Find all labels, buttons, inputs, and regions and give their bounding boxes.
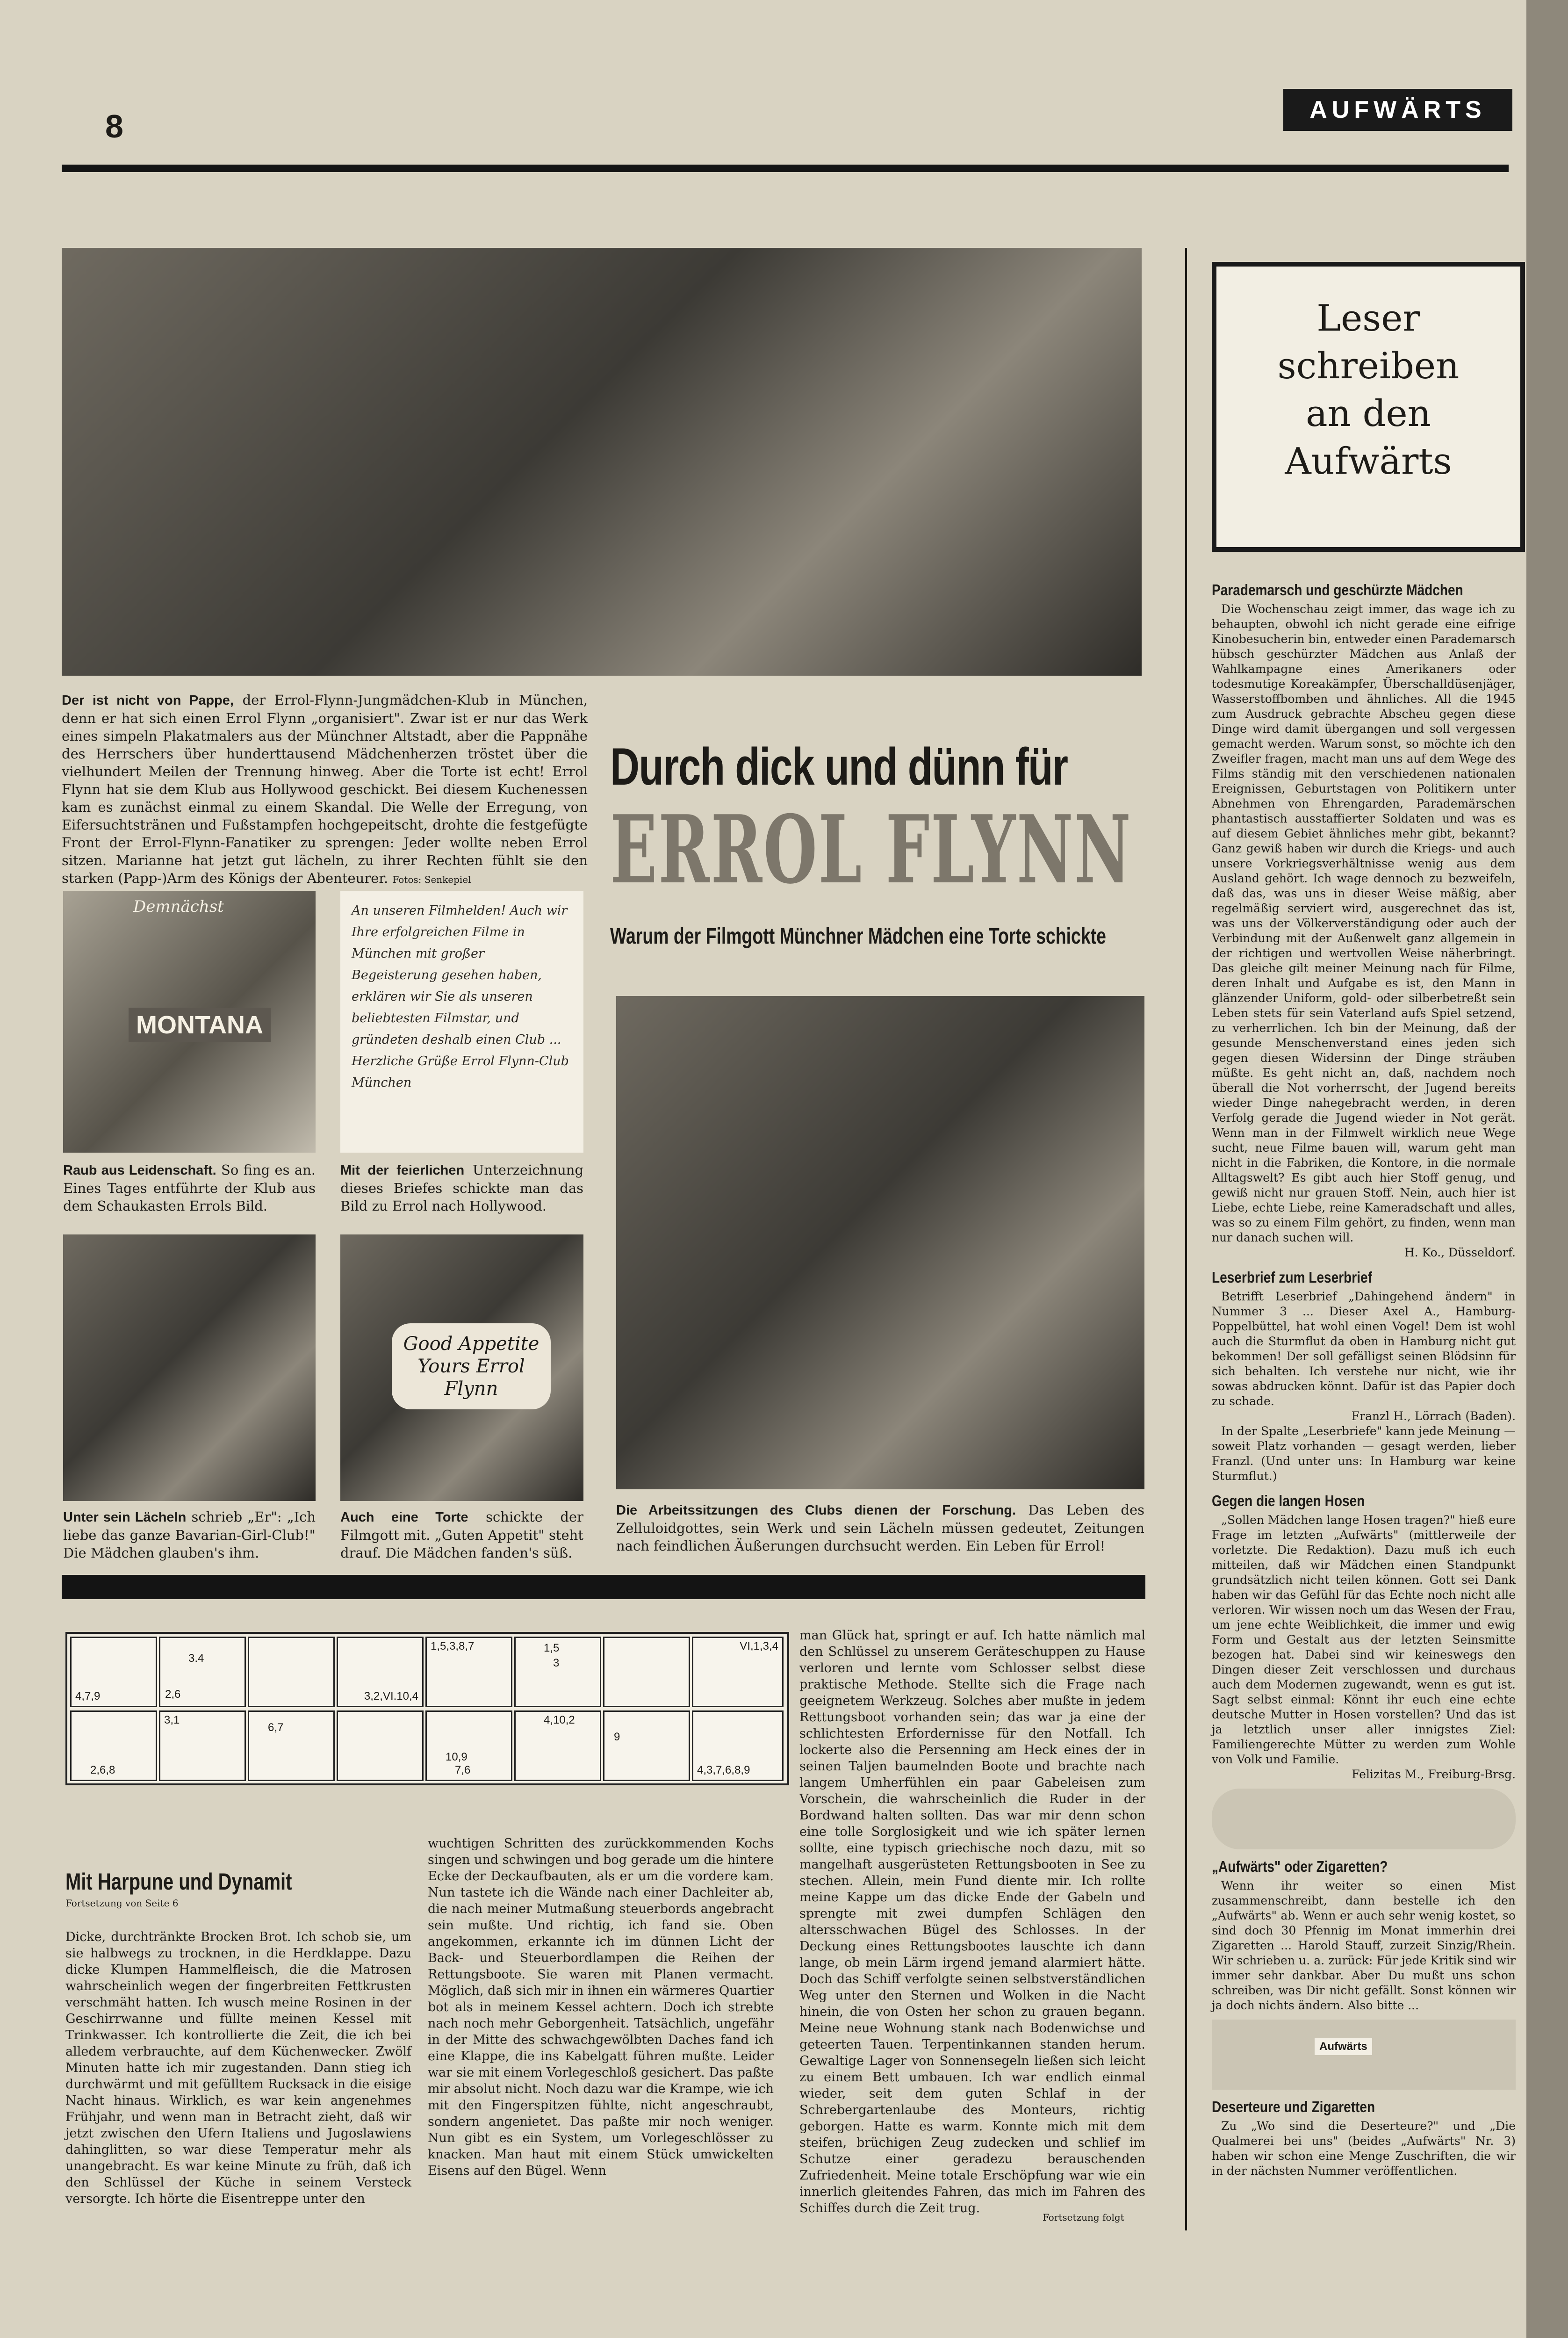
story-column-1: Dicke, durchtränkte Brocken Brot. Ich schob sie, um sie halbwegs zu trocknen, in die Herdklappe. Dazu dicke Klumpen Hammelfleisch, die die Matrosen wahrscheinlich wegen der fingerbreiten Fettkrusten verschmäht hatten. Ich wusch meine Rosinen in der Geschirrwanne und füllte meinen Kessel mit Trinkwasser. Ich kontrollierte die Zeit, die ich bei alledem verbrauchte, auf dem Küchenwecker. Zwölf Minuten hatte ich mir zugestanden. Dann stieg ich durchwärmt und mit gefülltem Rucksack in die eisige Nacht hinaus. Wirklich, es war kein angenehmes Frühjahr, und wenn man in Betracht zieht, daß wir jetzt zwischen den Ufern Italiens und Jugoslawiens dahinglitten, so war diese Temperatur mehr als unangebracht. Es war keine Minute zu früh, daß ich den Schlüssel der Küche in seinem Versteck versorgte. Ich hörte die Eisentreppe unter den <box>65 1930 411 2206</box>
comic-numbers: 3.4 <box>188 1652 204 1665</box>
column-rule <box>1185 248 1187 2230</box>
letter-heading: Deserteure und Zigaretten <box>1212 2098 1375 2115</box>
comic-numbers: 9 <box>614 1731 620 1743</box>
letter-text: Zu „Wo sind die Deserteure?" und „Die Qualmerei bei uns" (beides „Aufwärts" Nr. 3) haben wir schon eine Menge Zuschriften, die wir in der nächsten Nummer veröffentlichen. <box>1212 2119 1516 2178</box>
club-session-photo <box>616 996 1144 1489</box>
letter-signature: Felizitas M., Freiburg-Brsg. <box>1352 1768 1516 1781</box>
page-number: 8 <box>105 108 123 144</box>
newspaper-label: Aufwärts <box>1315 2038 1372 2055</box>
poster-demnaechst: Demnächst <box>133 897 224 916</box>
comic-panel <box>514 1637 601 1707</box>
comic-panel <box>337 1710 424 1781</box>
cake-photo <box>340 1234 583 1501</box>
top-rule <box>62 165 1509 172</box>
letters-title <box>1216 295 1520 485</box>
story-title: Mit Harpune und Dynamit <box>65 1869 292 1895</box>
caption-lead: Der ist nicht von Pappe, <box>62 693 234 708</box>
comic-panel <box>248 1710 335 1781</box>
letters-title-line: Aufwärts <box>1285 440 1452 483</box>
letter-text: Wenn ihr weiter so einen Mist zusammenschreibt, dann bestelle ich den „Aufwärts" ab. Wenn er auch sehr wenig kostet, so sind doch 30 Pfennig im Monat immerhin drei Zigaretten ... Harold Stauff, zurzeit Sinzig/Rhein. Wir schrieben u. a. zurück: Für jede Kritik sind wir immer sehr dankbar. Aber Du mußt uns schon schreiben, was Dir nicht gefällt. Sonst können wir ja doch nichts ändern. Also bitte ... <box>1212 1879 1516 2012</box>
letter-text: An unseren Filmhelden! Auch wir Ihre erfolgreichen Filme in München mit großer Begeisterung gesehen haben, erklären wir Sie als unseren beliebtesten Filmstar, und gründeten deshalb einen Club ... Herzliche Grüße Errol Flynn-Club München <box>352 903 569 1090</box>
comic-panel <box>692 1710 784 1781</box>
comic-panel <box>603 1710 690 1781</box>
caption-text: der Errol-Flynn-Jungmädchen-Klub in München, denn er hat sich einen Errol Flynn „organisiert". Zwar ist er nur das Werk eines simpeln Plakatmalers aus der Münchner Altstadt, aber die Pappnähe des Herrschers über hunderttausend Mädchenherzen tröstet über die vielhundert Meilen der Trennung hinweg. Aber die Torte ist echt! Errol Flynn hat sie dem Klub aus Hollywood geschickt. Bei diesem Kuchenessen kam es zunächst einmal zu einem Skandal. Die Welle der Erregung, von Eifersuchtstränen und Fußstampfen hochgepeitscht, drohte die festgefügte Front der Errol-Flynn-Fanatiker zu sprengen: Jeder wollte neben Errol sitzen. Marianne hat jetzt gut lächeln, zu ihrer Rechten fühlt sie den starken (Papp-)Arm des Königs der Abenteurer. <box>62 692 588 886</box>
comic-numbers: 4,10,2 <box>544 1714 575 1726</box>
letter-signature: H. Ko., Düsseldorf. <box>1404 1246 1516 1259</box>
letter-text: Die Wochenschau zeigt immer, das wage ich zu behaupten, obwohl ich nicht gerade eine eifrige Kinobesucherin bin, entweder einen Parademarsch hübsch geschürzter Mädchen aus Anlaß der Wahlkampagne eines Amerikaners oder todesmutige Koreakämpfer, Überschalldüsenjäger, Wasserstoffbomben und ähnliches. All die 1945 zum Ausdruck gebrachte Abscheu gegen diese Dinge wird damit übergangen und soll vergessen gemacht werden. Warum sonst, so möchte ich den Zweifler fragen, macht man uns auf dem Wege des Films ständig mit den verschiedenen nationalen Ereignissen, Geburtstagen von Politikern unter Abnehmen von Ehrengarden, Parademärschen phantastisch ausstaffierter Soldaten und was es auf diesem Gebiet ähnliches mehr gibt, bekannt? Ganz gewiß haben wir durch die Kriegs- und auch unsere Vorkriegsverhältnisse wenig aus dem Ausland gehört. Ich wage dennoch zu bezweifeln, daß das, was uns in dieser Weise mäßig, aber regelmäßig serviert wird, ausgerechnet das ist, was uns der Völkerverständigung oder auch der Verbindung mit der Außenwelt ganz allgemein in der richtigen und wertvollen Weise näherbringt. Das gleiche gilt meiner Meinung nach für Filme, deren Inhalt und Aufgabe es ist, den Mann in glänzender Uniform, gold- oder silberbetreßt sein Leben stets für sein Vaterland aufs Spiel setzend, zu verherrlichen. Ich bin der Meinung, daß der gesunde Menschenverstand eines jeden sich gegen diesen Widersinn der Dinge sträuben müßte. Es geht nicht an, daß, nachdem noch überall die Not vorherrscht, der Jugend bereits wieder Dinge nahegebracht werden, in deren Verfolg gerade die Jugend wieder in Not gerät. Wenn man in der Filmwelt wirklich neue Wege sucht, neue Filme bauen will, warum geht man nicht in die Fabriken, die Kontore, in die normale Alltagswelt? Es gibt auch hier Stoff genug, und gewiß nicht nur grauen Stoff. Nein, auch hier ist Liebe, echte Liebe, reine Kameradschaft und alles, was so zu einem Film gehört, zu finden, wenn man nur danach suchen will. <box>1212 602 1516 1244</box>
comic-panel <box>337 1637 424 1707</box>
comic-panel <box>70 1710 157 1781</box>
letter-text: „Sollen Mädchen lange Hosen tragen?" hieß eure Frage im letzten „Aufwärts" (mittlerweile der vorletzte. Die Redaktion). Dazu muß ich euch mitteilen, daß wir Mädchen einen Standpunkt grundsätzlich nicht teilen können. Gott sei Dank haben wir das Gefühl für das Echte noch nicht alle verloren. Wir wissen noch um das Wesen der Frau, um jene echte Weiblichkeit, die immer und ewig Form und Gestalt aus der letzten Seinsmitte bezogen hat. Dabei sind wir keineswegs den Dingen dieser Zeit verschlossen und durchaus auch dem Modernen zugewandt, wenn es gut ist. Sagt selbst einmal: Könnt ihr euch eine echte deutsche Mutter in Hosen vorstellen? Und das ist ja letztlich unser aller innigstes Ziel: Familiengerechte Mütter zu werden zum Wohle von Volk und Familie. <box>1212 1513 1516 1766</box>
comic-numbers: 4,3,7,6,8,9 <box>697 1764 750 1776</box>
feier-caption <box>340 1161 583 1215</box>
letter-text: Betrifft Leserbrief „Dahingehend ändern" in Nummer 3 ... Dieser Axel A., Hamburg-Poppelbüttel, hat wohl einen Vogel! Dem ist wohl auch die Sturmflut da oben in Hamburg nicht gut bekommen! Der soll gefälligst seinen Blödsinn für sich behalten. Ich verstehe nur nicht, wie ihr sowas abdrucken könnt. Dafür ist das Papier doch zu schade. <box>1212 1290 1516 1408</box>
letter-heading: Parademarsch und geschürzte Mädchen <box>1212 581 1463 599</box>
raub-text: So fing es an. Eines Tages entführte der Klub aus dem Schaukasten Errols Bild. <box>63 1162 316 1214</box>
headline-errol-flynn: ERROL FLYNN <box>610 795 1132 905</box>
comic-numbers: 3,2,VI.10,4 <box>364 1690 418 1703</box>
editor-note: In der Spalte „Leserbriefe" kann jede Meinung — soweit Platz vorhanden — gesagt werden, lieber Franzl. (Und unter uns: In Hamburg war keine Sturmflut.) <box>1212 1424 1516 1483</box>
comic-panel <box>425 1710 512 1781</box>
club-letter <box>340 891 583 1153</box>
letters-title-line: Leser <box>1316 297 1420 339</box>
comic-numbers: 4,7,9 <box>75 1690 101 1703</box>
section-bar <box>62 1575 1145 1599</box>
comic-numbers: 3,1 <box>164 1714 180 1726</box>
comic-numbers: 1,5 <box>544 1642 560 1654</box>
story-continued: Fortsetzung folgt <box>1043 2212 1124 2223</box>
masthead: AUFWÄRTS <box>1283 89 1512 131</box>
letter-heading: Leserbrief zum Leserbrief <box>1212 1269 1372 1286</box>
headline-subhead: Warum der Filmgott Münchner Mädchen eine Torte schickte <box>610 924 1106 949</box>
poster-montana: MONTANA <box>129 1008 271 1042</box>
comic-numbers: 3 <box>553 1657 560 1669</box>
comic-numbers: 2,6 <box>165 1688 181 1701</box>
main-photo <box>62 248 1142 676</box>
comic-panel <box>603 1637 690 1707</box>
letters-title-box <box>1212 262 1525 552</box>
club-caption <box>616 1501 1144 1555</box>
comic-numbers: 1,5,3,8,7 <box>431 1640 475 1652</box>
letters-title-line: schreiben <box>1277 345 1460 387</box>
laecheln-caption <box>63 1508 316 1562</box>
comic-panel <box>425 1637 512 1707</box>
torte-lead: Auch eine Torte <box>340 1510 468 1525</box>
letters-title-line: an den <box>1306 393 1431 435</box>
story-column-3: man Glück hat, springt er auf. Ich hatte nämlich mal den Schlüssel zu unserem Geräteschuppen zu Hause verloren und lernte vom Schlosser selbst diese praktische Methode. Stellte sich die Frage nach geeignetem Werkzeug. Solches aber mußte in jedem Rettungsboot vorhanden sein; das war ja eine der schlichtesten Erfordernisse für den Notfall. Ich lockerte also die Persenning am Heck eines der in seinen Taljen baumelnden Boote und brachte nach langem Umherfühlen ein paar Gabeleisen zum Vorschein, die wahrscheinlich die Ruder in der Bordwand halten sollten. Das war mir denn schon eine tolle Sorglosigkeit und wie ich später lernen sollte, eine typisch griechische noch dazu, mit so mangelhaft ausgerüsteten Rettungsbooten in See zu stechen. Allein, mein Fund diente mir. Ich rollte meine Kappe um das dicke Ende der Gabeln und sprengte mit zwei dumpfen Schlägen den altersschwachen Bügel des Schlosses. In der Deckung eines Rettungsbootes lauschte ich dann lange, ob mein Lärm irgend jemand alarmiert hätte. Doch das Schiff verfolgte seinen selbstverständlichen Weg unter den Sternen und Wolken in die Nacht hinein, die von Osten her schon zu grauen begann. Meine neue Wohnung stank nach Bodenwichse und geteerten Tauen. Terpentinkannen standen herum. Gewaltige Lager von Sonnensegeln ließen sich leicht zu einem Bett umbauen. Ich war endlich einmal wieder, seit dem guten Schlaf in der Schrebergartenlaube des Monteurs, richtig geborgen. Hatte es warm. Konnte mich mit dem steifen, brüchigen Zeug zudecken und schlief im Schutze einer geradezu berauschenden Zufriedenheit. Meine totale Erschöpfung war wie ein innerlich gleitendes Fahren, das mich im Fahren des Schiffes durch die Zeit trug. <box>799 1628 1145 2215</box>
main-photo-caption <box>62 691 588 888</box>
newspaper-drawing <box>1212 2020 1516 2090</box>
torte-caption <box>340 1508 583 1562</box>
letter-heading: „Aufwärts" oder Zigaretten? <box>1212 1858 1388 1875</box>
comic-numbers: 10,9 <box>446 1751 468 1763</box>
raub-lead: Raub aus Leidenschaft. <box>63 1163 216 1178</box>
reclining-figure-drawing <box>1212 1789 1516 1849</box>
torte-text: schickte der Filmgott mit. „Guten Appetit" steht drauf. Die Mädchen fanden's süß. <box>340 1509 584 1561</box>
letter-signature: Franzl H., Lörrach (Baden). <box>1351 1409 1516 1423</box>
headline-line1: Durch dick und dünn für <box>610 737 1068 796</box>
feier-text: Unterzeichnung dieses Briefes schickte man das Bild zu Errol nach Hollywood. <box>340 1162 584 1214</box>
cake-text: Good Appetite Yours Errol Flynn <box>392 1323 551 1409</box>
adjacent-page-edge <box>1526 0 1568 2338</box>
laecheln-lead: Unter sein Lächeln <box>63 1510 187 1525</box>
story-column-2: wuchtigen Schritten des zurückkommenden Kochs singen und schwingen und bog gerade um die hintere Ecke der Deckaufbauten, als er um die vordere kam. Nun tastete ich die Wände nach einer Dachleiter ab, die nach meiner Mutmaßung steuerbords angebracht sein mußte. Und richtig, ich fand sie. Oben angekommen, erkannte ich im dünnen Licht der Back- und Steuerbordlampen die Reihen der Rettungsboote. Sie waren mit Planen vermacht. Möglich, daß sich mir in ihnen ein wärmeres Quartier bot als in meinem Kessel achtern. Doch ich strebte nach noch mehr Geborgenheit. Tatsächlich, ungefähr in der Mitte des schwachgewölbten Daches fand ich eine Klappe, die ins Kabelgatt führen mußte. Leider war sie mit einem Vorlegeschloß gesichert. Das paßte mir absolut nicht. Noch dazu war die Krampe, wie ich mit den Fingerspitzen fühlte, nicht angeschraubt, sondern angenietet. Das paßte mir noch weniger. Nun gibt es ein System, um Vorlegeschlösser zu knacken. Man haut mit einem Stück umwickelten Eisens auf den Bügel. Wenn <box>428 1836 774 2178</box>
comic-numbers: 7,6 <box>455 1764 471 1776</box>
comic-numbers: VI,1,3,4 <box>740 1640 778 1652</box>
comic-numbers: 6,7 <box>268 1721 284 1734</box>
letters-column <box>1212 573 1516 2179</box>
poster-photo <box>63 891 316 1153</box>
comic-panel <box>248 1637 335 1707</box>
feier-lead: Mit der feierlichen <box>340 1163 465 1178</box>
comic-panel <box>514 1710 601 1781</box>
club-text: Das Leben des Zelluloidgottes, sein Werk und sein Lächeln müssen gedeutet, Zeitungen nach feindlichen Äußerungen durchsucht werden. Ein Leben für Errol! <box>616 1502 1144 1554</box>
comic-numbers: 2,6,8 <box>90 1764 115 1776</box>
comic-panel <box>692 1637 784 1707</box>
club-lead: Die Arbeitssitzungen des Clubs dienen der Forschung. <box>616 1503 1016 1518</box>
raub-caption <box>63 1161 316 1215</box>
comic-panel <box>159 1637 246 1707</box>
comic-panel <box>159 1710 246 1781</box>
comic-strip <box>65 1632 789 1785</box>
photo-credit: Fotos: Senkepiel <box>392 874 471 885</box>
errol-portrait-photo <box>63 1234 316 1501</box>
letter-heading: Gegen die langen Hosen <box>1212 1492 1365 1509</box>
laecheln-text: schrieb „Er": „Ich liebe das ganze Bavarian-Girl-Club!" Die Mädchen glauben's ihm. <box>63 1509 316 1561</box>
story-continued-from: Fortsetzung von Seite 6 <box>65 1898 179 1909</box>
comic-panel <box>70 1637 157 1707</box>
